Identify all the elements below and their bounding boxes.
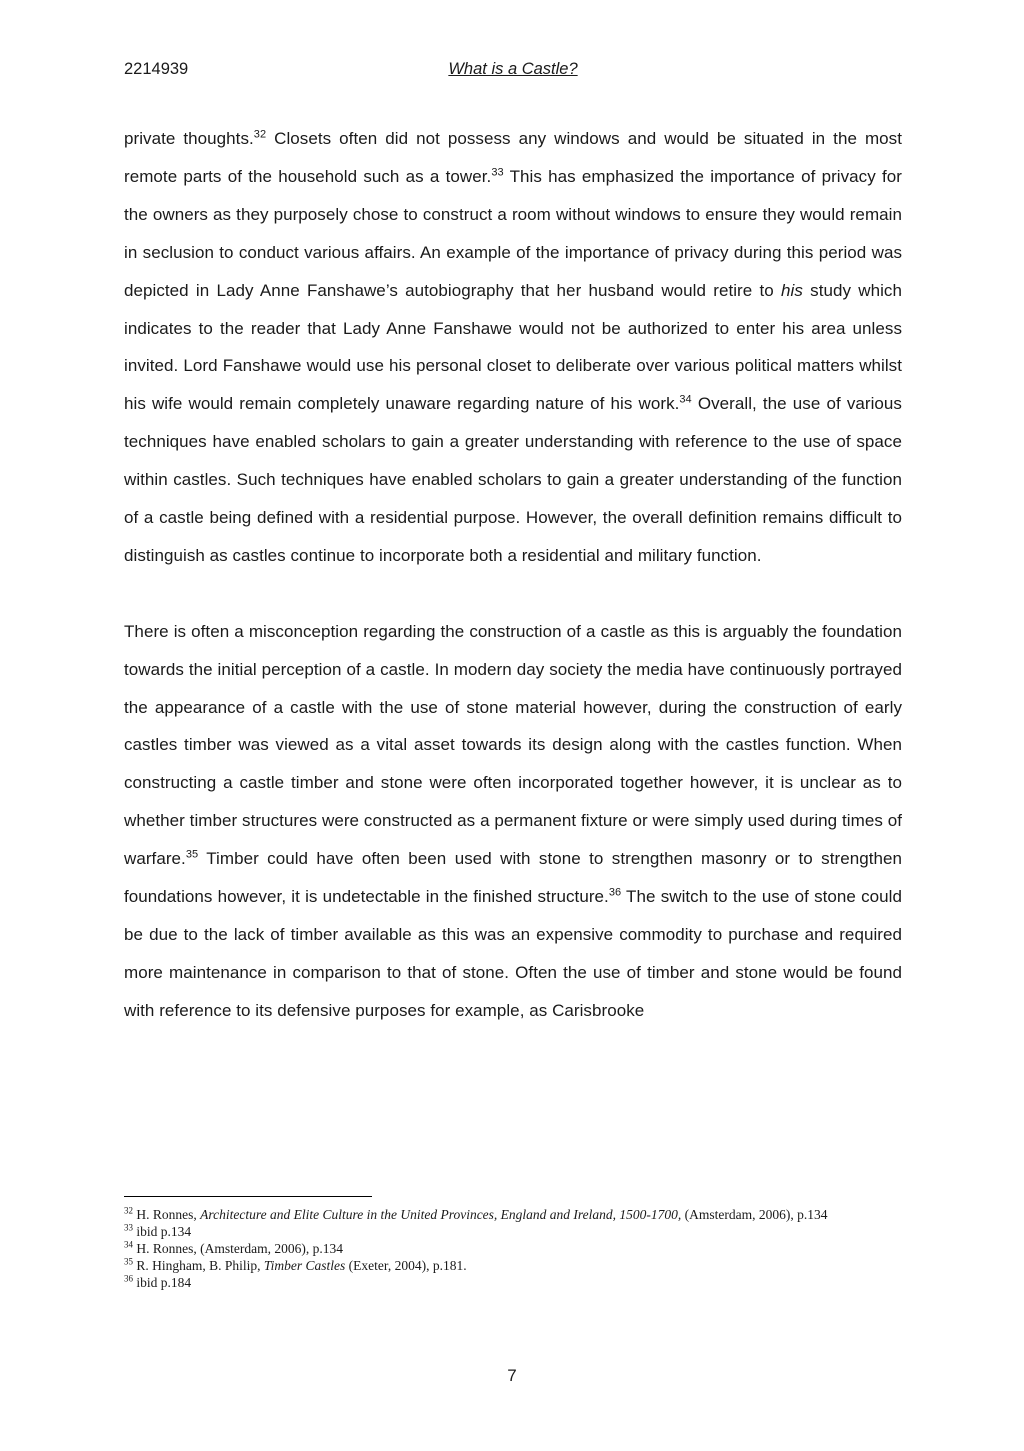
footnote-text: ibid p.184: [133, 1275, 192, 1290]
paragraph-1: [124, 120, 902, 575]
text-run: The switch to the use of stone could be due to the lack of timber available as this was an expensive commodity to purchase and required more maintenance in comparison to that of stone. Often the use of timber and stone would be found with reference to its defensive purposes for example, as Carisbrooke: [124, 887, 902, 1020]
footnote-ref-34: 34: [679, 393, 692, 406]
footnote-number: 32: [124, 1205, 133, 1216]
footnote-36: [124, 1274, 902, 1291]
footnote-italic: Architecture and Elite Culture in the United Provinces, England and Ireland, 1500-1700,: [200, 1207, 682, 1222]
footnote-text: (Amsterdam, 2006), p.134: [681, 1207, 828, 1222]
footnote-ref-32: 32: [253, 128, 267, 141]
footnote-text: (Exeter, 2004), p.181.: [345, 1258, 467, 1273]
footnote-separator: [124, 1196, 372, 1197]
text-run: study which indicates to the reader that Lady Anne Fanshawe would not be authorized to enter his area unless invited. Lord Fanshawe would use his personal closet to deliberate over various political matters whilst his wife would remain completely unaware regarding nature of his work.: [124, 280, 902, 414]
footnote-number: 35: [124, 1256, 133, 1267]
footnote-text: R. Hingham, B. Philip,: [133, 1258, 264, 1273]
footnote-text: H. Ronnes,: [133, 1207, 201, 1222]
page-number: 7: [507, 1366, 517, 1385]
footnote-33: [124, 1223, 902, 1240]
footnote-text: ibid p.134: [133, 1224, 192, 1239]
text-run: private thoughts.: [124, 129, 254, 148]
text-run: This has emphasized the importance of privacy for the owners as they purposely chose to construct a room without windows to ensure they would remain in seclusion to conduct various affairs. An example of the importance of privacy during this period was depicted in Lady Anne Fanshawe’s autobiography that her husband would retire to: [124, 166, 902, 300]
footnote-35: [124, 1257, 902, 1274]
footnote-32: [124, 1206, 902, 1223]
running-title: What is a Castle?: [448, 60, 578, 78]
footnotes: [124, 1206, 902, 1291]
text-run: Closets often did not possess any windows and would be situated in the most remote parts of the household such as a tower.: [124, 129, 903, 186]
footnote-number: 36: [124, 1273, 133, 1284]
text-run: There is often a misconception regarding the construction of a castle as this is arguably the foundation towards the initial perception of a castle. In modern day society the media have continuously portrayed the appearance of a castle with the use of stone material however, during the construction of early castles timber was viewed as a vital asset towards its design along with the castles function. When constructing a castle timber and stone were often incorporated together however, it is unclear as to whether timber structures were constructed as a permanent fixture or were simply used during times of warfare.: [124, 621, 902, 869]
footnote-text: H. Ronnes, (Amsterdam, 2006), p.134: [133, 1241, 343, 1256]
footnote-34: [124, 1240, 902, 1257]
footnote-ref-33: 33: [491, 166, 504, 179]
footnote-ref-35: 35: [185, 848, 199, 861]
footnote-number: 33: [124, 1222, 133, 1233]
text-run: Timber could have often been used with stone to strengthen masonry or to strengthen foundations however, it is undetectable in the finished structure.: [124, 849, 902, 907]
footnote-italic: Timber Castles: [263, 1258, 346, 1273]
page-header: [124, 60, 902, 88]
document-id: 2214939: [124, 60, 189, 78]
paragraph-2: [124, 613, 902, 1030]
emphasis-his: his: [781, 280, 803, 300]
footnote-ref-36: 36: [608, 886, 622, 899]
text-run: Overall, the use of various techniques have enabled scholars to gain a greater understanding with reference to the use of space within castles. Such techniques have enabled scholars to gain a greater understanding of the function of a castle being defined with a residential purpose. However, the overall definition remains difficult to distinguish as castles continue to incorporate both a residential and military function.: [124, 394, 902, 565]
footnote-number: 34: [124, 1239, 133, 1250]
body-text: [124, 120, 902, 1030]
